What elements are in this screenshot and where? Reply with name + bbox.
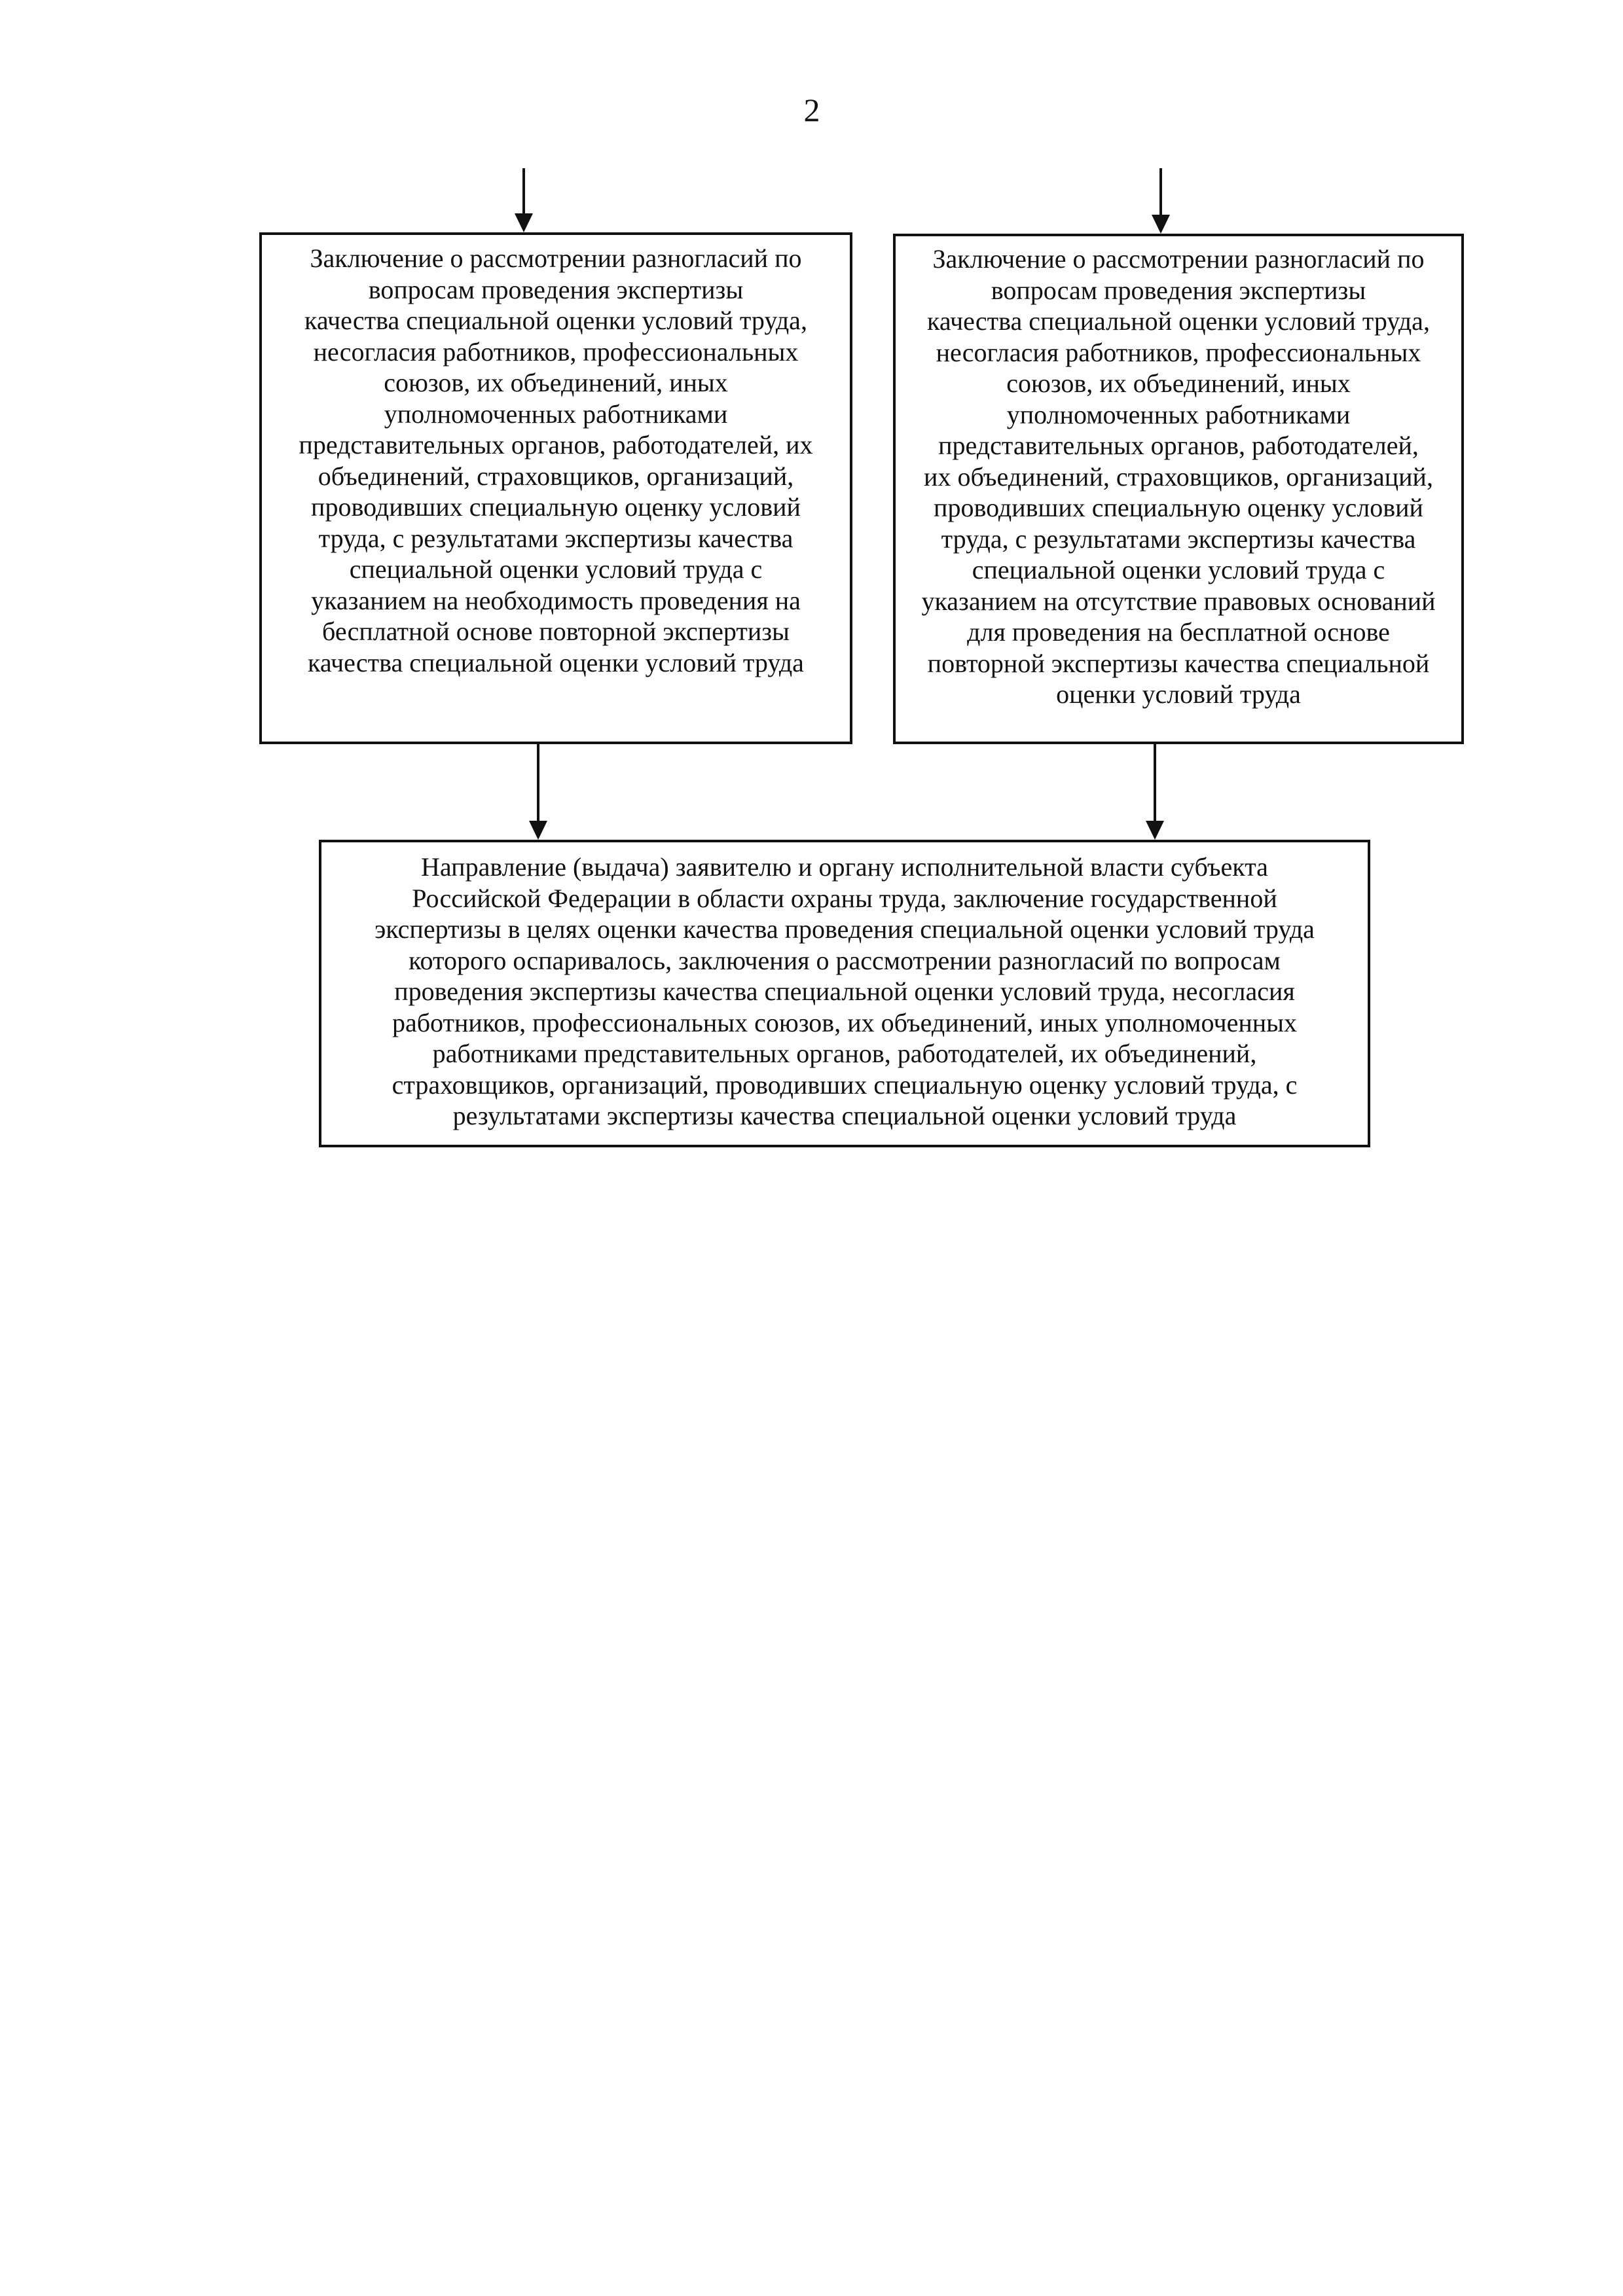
conclusion-box-repeat-expertise-required: [259, 232, 852, 744]
arrow-into-left-box: [515, 168, 533, 232]
issuance-box: [319, 840, 1370, 1147]
arrow-right-to-bottom: [1146, 744, 1164, 840]
page-number: 2: [803, 92, 820, 128]
issuance-box-text: Направление (выдача) заявителю и органу исполнительной власти субъекта Российской Федерации в области охраны труда, заключение государственной экспертизы в целях оценки качества проведения специальной оценки условий труда которого оспаривалось, заключения о рассмотрении разногласий по вопросам проведения экспертизы качества специальной оценки условий труда, несогласия работников, профессиональных союзов, их объединений, иных уполномоченных работниками представительных органов, работодателей, их объединений, страховщиков, организаций, проводивших специальную оценку условий труда, с результатами экспертизы качества специальной оценки условий труда: [374, 852, 1315, 1130]
arrow-into-right-box: [1152, 168, 1170, 234]
conclusion-box-no-legal-grounds: [893, 234, 1464, 744]
arrow-left-to-bottom: [529, 744, 547, 840]
conclusion-box-text: Заключение о рассмотрении разногласий по вопросам проведения экспертизы качества специальной оценки условий труда, несогласия работников, профессиональных союзов, их объединений, иных уполномоченных работниками представительных органов, работодателей, их объединений, страховщиков, организаций, проводивших специальную оценку условий труда, с результатами экспертизы качества специальной оценки условий труда с указанием на отсутствие правовых оснований для проведения на бесплатной основе повторной экспертизы качества специальной оценки условий труда: [921, 244, 1436, 709]
conclusion-box-text: Заключение о рассмотрении разногласий по вопросам проведения экспертизы качества специальной оценки условий труда, несогласия работников, профессиональных союзов, их объединений, иных уполномоченных работниками представительных органов, работодателей, их объединений, страховщиков, организаций, проводивших специальную оценку условий труда, с результатами экспертизы качества специальной оценки условий труда с указанием на необходимость проведения на бесплатной основе повторной экспертизы качества специальной оценки условий труда: [299, 243, 813, 677]
